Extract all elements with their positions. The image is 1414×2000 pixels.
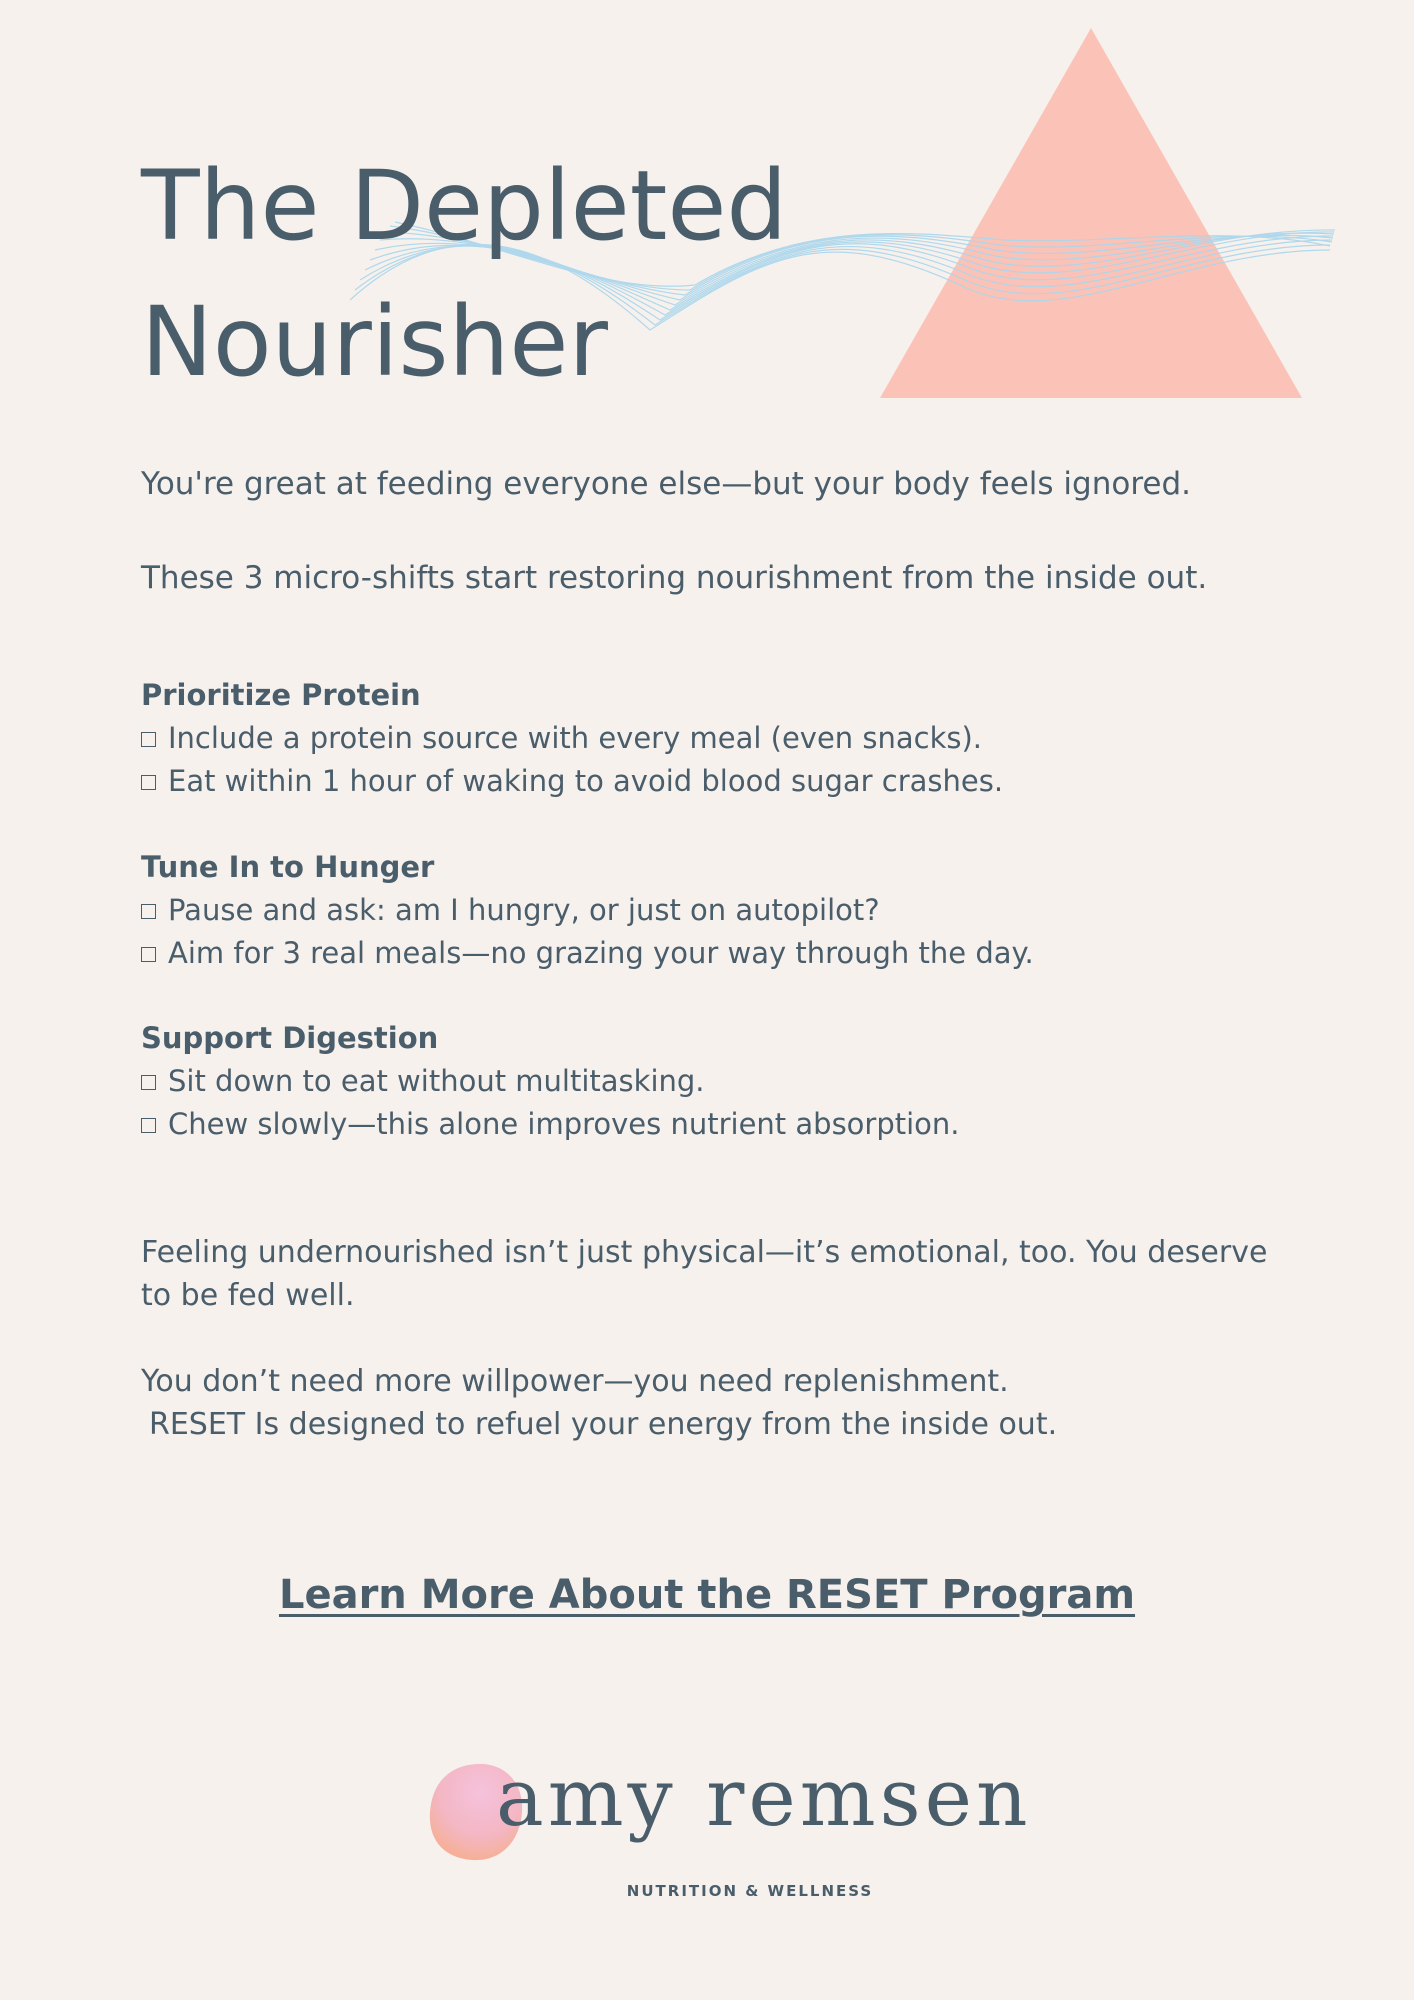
checklist-item-text: Aim for 3 real meals—no grazing your way through the day. (168, 936, 1034, 970)
logo-tagline: NUTRITION & WELLNESS (626, 1882, 874, 1900)
intro-line-1: You're great at feeding everyone else—but your body feels ignored. (141, 466, 1191, 502)
checklist-item (141, 932, 1291, 975)
title-line-2: Nourisher (141, 286, 608, 398)
learn-more-link[interactable]: Learn More About the RESET Program (278, 1572, 1136, 1618)
closing-paragraph-2 (141, 1360, 1301, 1446)
title-line-1: The Depleted (141, 150, 788, 262)
page-title (141, 138, 787, 410)
checklist-item (141, 760, 1291, 803)
checklist-item-text: Eat within 1 hour of waking to avoid blood sugar crashes. (168, 764, 1004, 798)
section-tune-in-to-hunger (141, 846, 1291, 975)
pink-triangle (880, 28, 1302, 398)
checklist-item (141, 1103, 1291, 1146)
logo-name: amy remsen (496, 1751, 1032, 1844)
checkbox-icon[interactable] (141, 947, 156, 962)
intro-line-2: These 3 micro-shifts start restoring nourishment from the inside out. (141, 560, 1208, 596)
checklist (141, 1060, 1291, 1146)
checkbox-icon[interactable] (141, 904, 156, 919)
checkbox-icon[interactable] (141, 732, 156, 747)
checklist-item-text: Sit down to eat without multitasking. (168, 1064, 705, 1098)
closing-paragraph-2-line-1: You don’t need more willpower—you need replenishment. (141, 1364, 1009, 1399)
checklist-item (141, 889, 1291, 932)
checkbox-icon[interactable] (141, 1075, 156, 1090)
section-heading: Prioritize Protein (141, 678, 421, 712)
checkbox-icon[interactable] (141, 1118, 156, 1133)
checklist (141, 717, 1291, 803)
closing-paragraph-2-line-2: RESET Is designed to refuel your energy from the inside out. (149, 1407, 1058, 1442)
section-support-digestion (141, 1017, 1291, 1146)
checklist-item (141, 1060, 1291, 1103)
section-heading: Support Digestion (141, 1021, 439, 1055)
closing-paragraph-1: Feeling undernourished isn’t just physical—it’s emotional, too. You deserve to be fed well. (141, 1235, 1268, 1313)
checklist (141, 889, 1291, 975)
section-heading: Tune In to Hunger (141, 850, 435, 884)
checkbox-icon[interactable] (141, 775, 156, 790)
checklist-item-text: Include a protein source with every meal (even snacks). (168, 721, 983, 755)
checklist-item-text: Pause and ask: am I hungry, or just on autopilot? (168, 893, 880, 927)
checklist-item (141, 717, 1291, 760)
section-prioritize-protein (141, 674, 1291, 803)
brand-logo (420, 1740, 1032, 1900)
checklist-item-text: Chew slowly—this alone improves nutrient absorption. (168, 1107, 960, 1141)
